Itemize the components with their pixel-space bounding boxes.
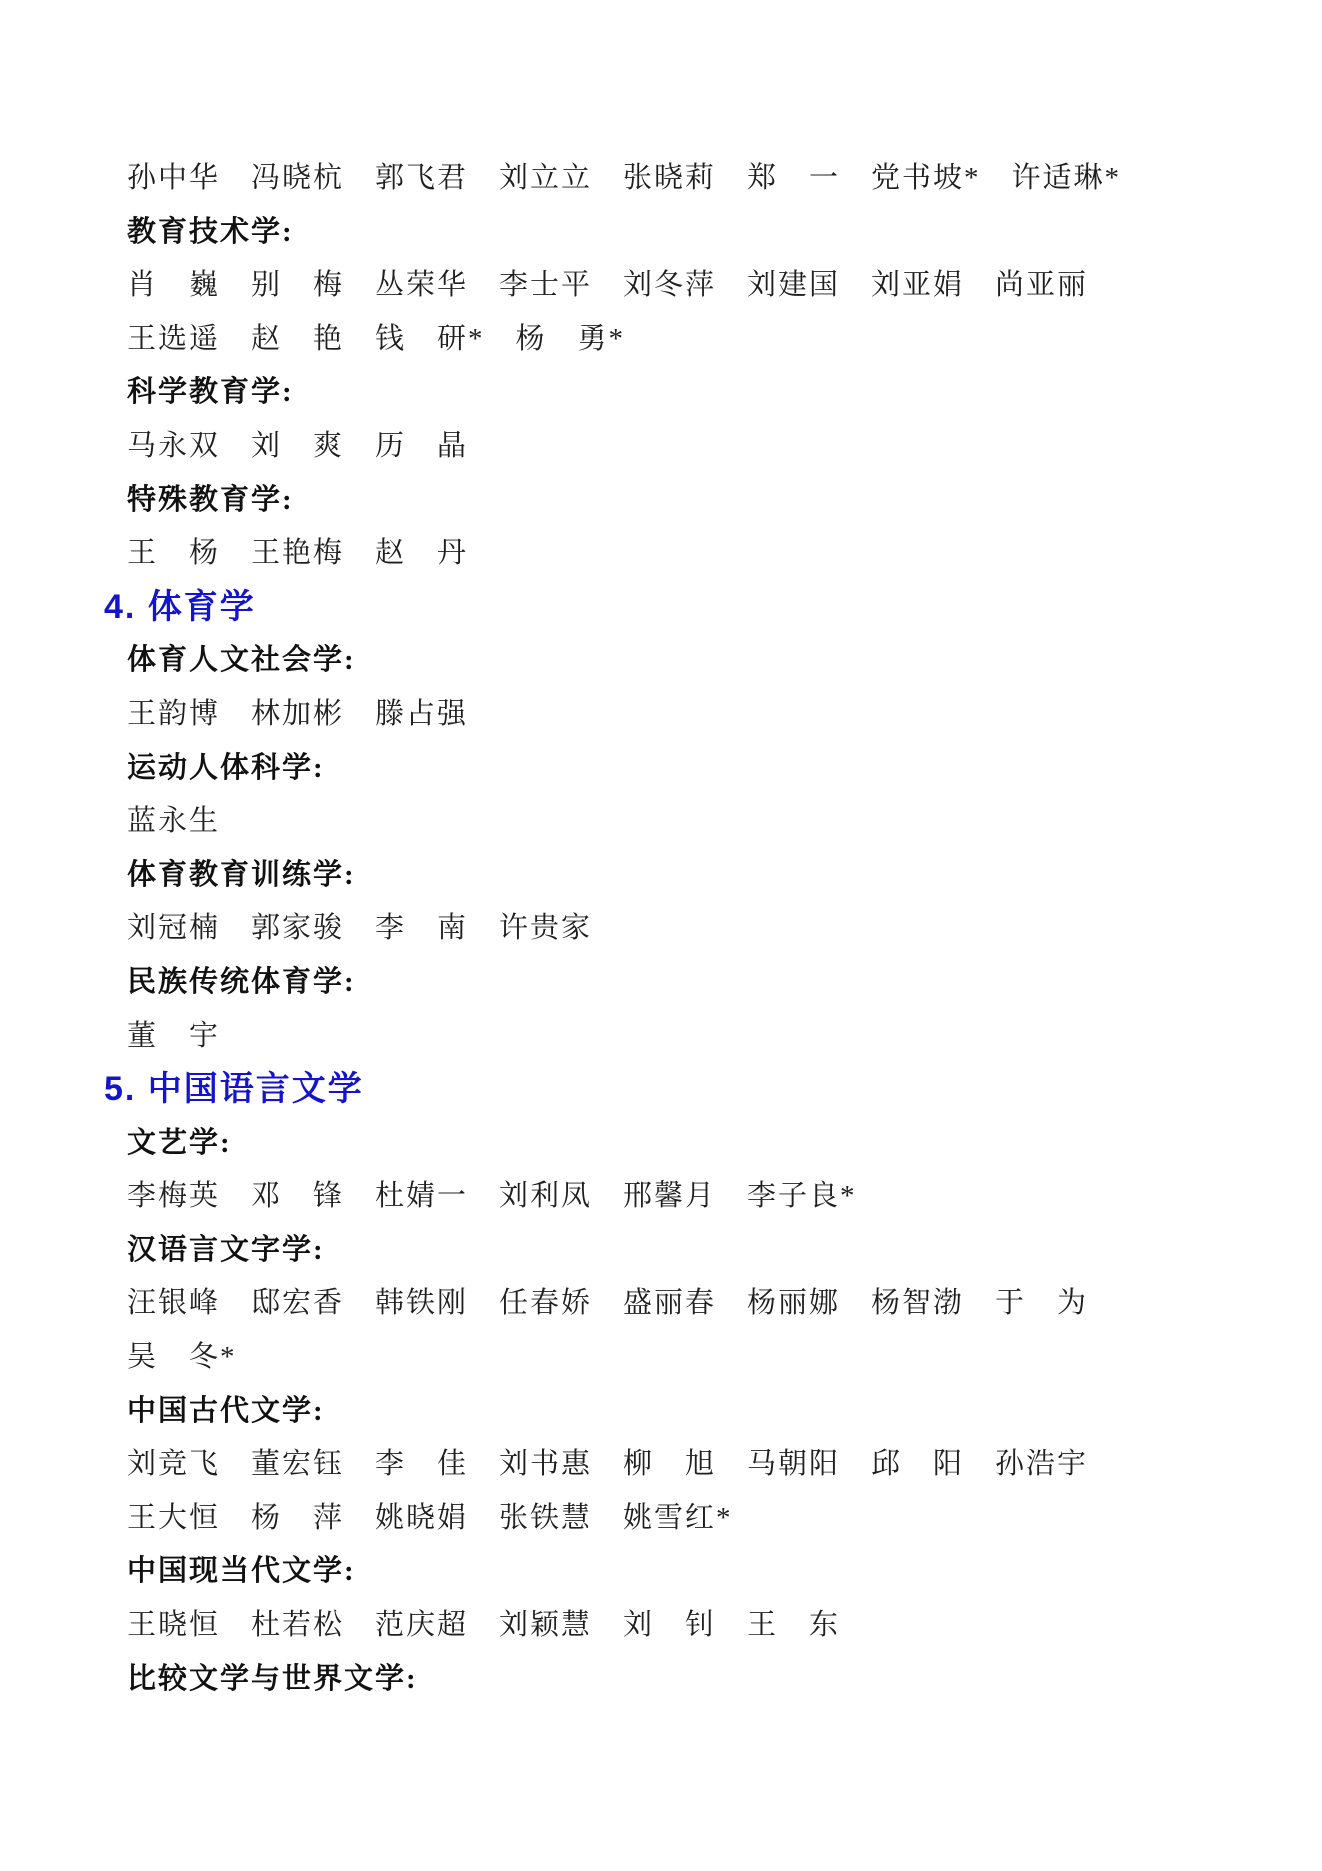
subcategory-heading: 体育教育训练学: xyxy=(127,858,356,891)
names-line: 马永双 刘 爽 历 晶 xyxy=(127,429,469,462)
subcategory-heading: 特殊教育学: xyxy=(127,483,294,516)
names-line: 吴 冬* xyxy=(127,1341,237,1374)
names-line: 孙中华 冯晓杭 郭飞君 刘立立 张晓莉 郑 一 党书坡* 许适琳* xyxy=(127,162,1122,194)
subcategory-heading: 运动人体科学: xyxy=(127,751,325,784)
subcategory-heading: 科学教育学: xyxy=(127,376,294,409)
names-line: 刘冠楠 郭家骏 李 南 许贵家 xyxy=(127,912,593,945)
subcategory-heading: 体育人文社会学: xyxy=(127,644,356,677)
document-content xyxy=(0,152,1322,1706)
section-heading: 5. 中国语言文学 xyxy=(104,1070,364,1109)
names-line: 王大恒 杨 萍 姚晓娟 张铁慧 姚雪红* xyxy=(127,1501,733,1534)
names-line: 董 宇 xyxy=(127,1019,221,1052)
names-line: 王 杨 王艳梅 赵 丹 xyxy=(127,537,469,570)
subcategory-heading: 比较文学与世界文学: xyxy=(127,1662,418,1695)
names-line: 刘竞飞 董宏钰 李 佳 刘书惠 柳 旭 马朝阳 邱 阳 孙浩宇 xyxy=(127,1448,1089,1481)
subcategory-heading: 中国现当代文学: xyxy=(127,1555,356,1588)
names-line: 肖 巍 别 梅 丛荣华 李士平 刘冬萍 刘建国 刘亚娟 尚亚丽 xyxy=(127,269,1089,302)
names-line: 汪银峰 邸宏香 韩铁刚 任春娇 盛丽春 杨丽娜 杨智渤 于 为 xyxy=(127,1287,1089,1320)
section-heading: 4. 体育学 xyxy=(104,587,256,626)
names-line: 王晓恒 杜若松 范庆超 刘颖慧 刘 钊 王 东 xyxy=(127,1609,841,1642)
names-line: 蓝永生 xyxy=(127,805,221,838)
names-line: 王韵博 林加彬 滕占强 xyxy=(127,697,469,730)
subcategory-heading: 中国古代文学: xyxy=(127,1394,325,1427)
subcategory-heading: 民族传统体育学: xyxy=(127,965,356,998)
subcategory-heading: 文艺学: xyxy=(127,1126,232,1159)
subcategory-heading: 教育技术学: xyxy=(127,215,294,248)
names-line: 李梅英 邓 锋 杜婧一 刘利凤 邢馨月 李子良* xyxy=(127,1180,857,1213)
names-line: 王选遥 赵 艳 钱 研* 杨 勇* xyxy=(127,322,626,355)
subcategory-heading: 汉语言文字学: xyxy=(127,1233,325,1266)
